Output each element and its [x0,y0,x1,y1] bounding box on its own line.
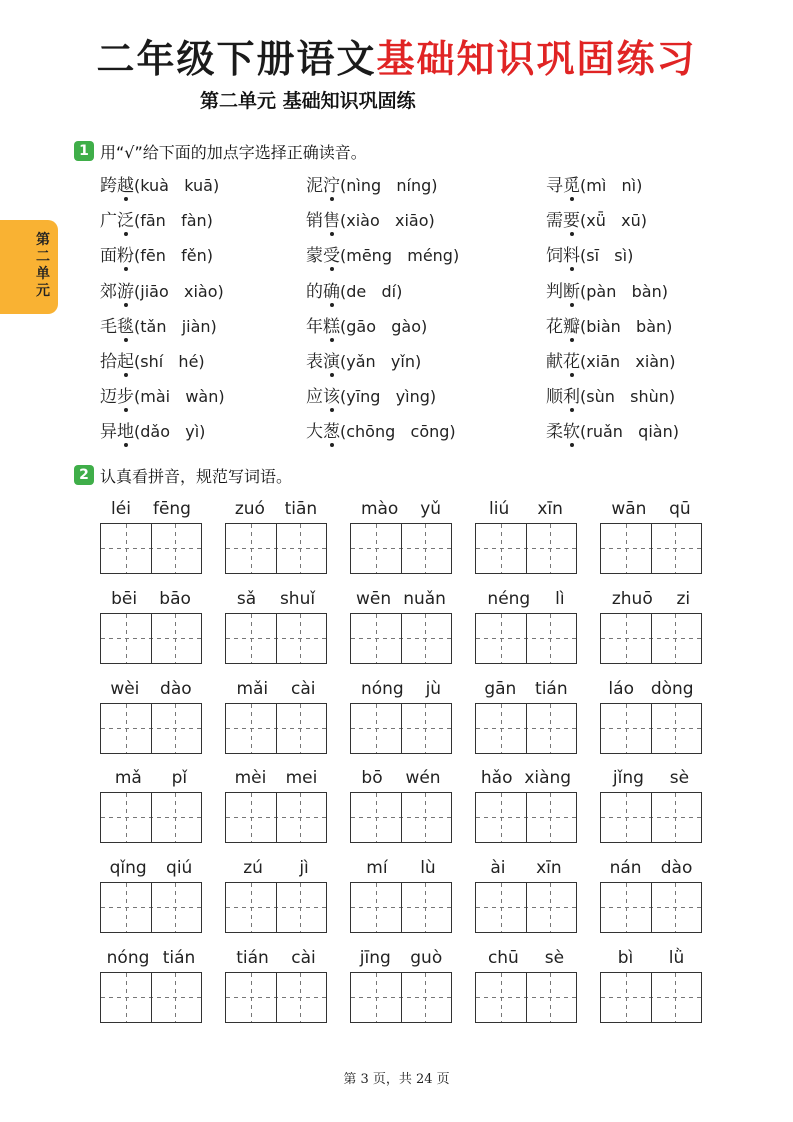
word-char: 应 [306,387,323,408]
pinyin-syllable: dào [160,678,192,699]
word-char: 大 [306,422,323,443]
tianzige-writing-boxes[interactable] [475,613,577,664]
tianzige-writing-boxes[interactable] [600,523,702,574]
pinyin-label [225,589,327,611]
tianzige-writing-boxes[interactable] [100,792,202,843]
pinyin-options[interactable]: (chōng cōng) [340,422,456,442]
pinyin-label [350,589,452,611]
pinyin-syllable: pǐ [171,768,188,789]
word-char: 的 [306,281,323,302]
pinyin-syllable: guò [410,948,443,968]
pinyin-options[interactable]: (yīng yìng) [340,387,437,407]
pronunciation-item[interactable] [100,209,213,233]
dotted-char: 糕 [323,316,340,337]
side-tab-label: 第二单元 [36,232,50,299]
pinyin-syllable: bēi [111,588,138,609]
word-char: 毛 [100,316,117,337]
tianzige-writing-boxes[interactable] [100,703,202,754]
tianzige-writing-boxes[interactable] [350,703,452,754]
dotted-char: 断 [563,281,580,302]
pinyin-options[interactable]: (xǖ xū) [580,211,647,231]
tianzige-writing-boxes[interactable] [475,792,577,843]
pinyin-label [350,499,452,521]
tianzige-writing-boxes[interactable] [350,792,452,843]
pinyin-label [600,499,702,521]
word-char: 异 [100,422,117,443]
pinyin-label [100,499,202,521]
pinyin-syllable: chū [487,948,519,968]
pinyin-syllable: tián [162,948,196,968]
pinyin-options[interactable]: (biàn bàn) [580,316,673,336]
pinyin-label [475,858,577,880]
pinyin-label [225,948,327,970]
pinyin-syllable: lì [555,588,565,609]
tianzige-writing-boxes[interactable] [600,972,702,1023]
tianzige-writing-boxes[interactable] [350,882,452,933]
word-char: 广 [100,211,117,232]
pronunciation-item[interactable] [546,350,675,374]
pinyin-syllable: lù [420,858,436,879]
dotted-char: 步 [117,387,134,408]
pinyin-syllable: sǎ [236,588,257,609]
pinyin-syllable: jù [425,678,442,699]
tianzige-writing-boxes[interactable] [600,882,702,933]
pinyin-syllable: mí [366,858,388,879]
dotted-char: 越 [117,176,134,196]
pinyin-options[interactable]: (nìng níng) [340,176,438,195]
pinyin-syllable: jì [299,858,309,879]
pronunciation-item[interactable] [306,350,421,374]
tianzige-writing-boxes[interactable] [100,882,202,933]
pinyin-syllable: mào [360,499,399,519]
pinyin-syllable: nuǎn [403,588,446,609]
pinyin-options[interactable]: (fān fàn) [134,211,213,231]
pinyin-syllable: qǐng [109,858,147,879]
pinyin-syllable: mǎi [236,678,269,699]
dotted-char: 要 [563,211,580,232]
pinyin-label [350,768,452,790]
pinyin-syllable: mei [285,768,318,789]
tianzige-writing-boxes[interactable] [475,972,577,1023]
pinyin-syllable: mǎ [114,768,142,789]
pronunciation-item[interactable] [100,350,205,374]
dotted-char: 售 [323,211,340,232]
pinyin-label [225,858,327,880]
dotted-char: 泞 [323,176,340,196]
pinyin-label [225,499,327,521]
word-char: 面 [100,246,117,267]
pinyin-options[interactable]: (mài wàn) [134,387,225,407]
pronunciation-item[interactable] [546,209,647,233]
tianzige-writing-boxes[interactable] [475,703,577,754]
pinyin-syllable: tiān [284,499,318,519]
pronunciation-item[interactable] [100,244,213,268]
pronunciation-item[interactable] [546,174,642,198]
dotted-char: 确 [323,281,340,302]
dotted-char: 觅 [563,176,580,196]
pinyin-label [600,948,702,970]
pinyin-label [600,768,702,790]
pinyin-label [600,858,702,880]
pinyin-label [100,858,202,880]
word-char: 表 [306,352,323,372]
dotted-char: 泛 [117,211,134,232]
tianzige-writing-boxes[interactable] [225,613,327,664]
dotted-char: 粉 [117,246,134,267]
pronunciation-item[interactable] [546,420,679,444]
tianzige-writing-boxes[interactable] [350,972,452,1023]
question-1-header [74,140,367,162]
word-char: 献 [546,352,563,372]
pinyin-syllable: gān [484,678,517,699]
tianzige-writing-boxes[interactable] [225,792,327,843]
question-2-instruction: 认真看拼音，规范写词语。 [100,466,293,486]
pronunciation-item[interactable] [546,315,672,339]
dotted-char: 该 [323,387,340,408]
tianzige-writing-boxes[interactable] [475,523,577,574]
dotted-char: 料 [563,246,580,267]
pinyin-syllable: liú [489,499,510,519]
pinyin-options[interactable]: (jiāo xiào) [134,281,224,301]
pronunciation-item[interactable] [306,174,438,198]
word-char: 饲 [546,246,563,267]
tianzige-writing-boxes[interactable] [600,703,702,754]
pinyin-label [350,948,452,970]
word-char: 花 [546,316,563,337]
word-char: 蒙 [306,246,323,267]
pinyin-syllable: wān [611,499,647,519]
pinyin-syllable: fēng [152,499,191,519]
word-char: 判 [546,281,563,302]
pronunciation-item[interactable] [306,420,456,444]
pronunciation-item[interactable] [100,315,217,339]
pinyin-syllable: nóng [360,678,404,699]
pinyin-options[interactable]: (gāo gào) [340,316,428,336]
pinyin-options[interactable]: (yǎn yǐn) [340,352,422,371]
question-1-number-badge: 1 [74,141,94,161]
pinyin-syllable: jīng [359,948,391,968]
pinyin-syllable: cài [291,678,316,699]
pinyin-options[interactable]: (xiào xiāo) [340,211,435,231]
dotted-char: 葱 [323,422,340,443]
word-char: 拾 [100,352,117,372]
question-2-header [74,464,292,486]
dotted-char: 花 [563,352,580,372]
pinyin-options[interactable]: (tǎn jiàn) [134,316,217,336]
word-char: 销 [306,211,323,232]
pronunciation-item[interactable] [100,420,205,444]
dotted-char: 瓣 [563,316,580,337]
unit-side-tab [0,220,58,314]
pinyin-options[interactable]: (pàn bàn) [580,281,668,301]
pinyin-syllable: tián [236,948,269,968]
question-1-instruction: 用“√”给下面的加点字选择正确读音。 [100,142,367,162]
pinyin-syllable: sè [544,948,565,968]
pinyin-options[interactable]: (fēn fěn) [134,246,213,266]
pinyin-syllable: nóng [106,948,150,968]
tianzige-writing-boxes[interactable] [100,523,202,574]
pronunciation-item[interactable] [546,385,675,409]
pronunciation-item[interactable] [100,280,224,304]
pinyin-options[interactable]: (ruǎn qiàn) [580,422,679,442]
title-part-1: 二年级下册语文 [96,36,377,81]
pinyin-syllable: bō [361,768,383,789]
word-char: 年 [306,316,323,337]
pinyin-syllable: wén [405,768,441,789]
pinyin-syllable: néng [487,588,531,609]
dotted-char: 地 [117,422,134,443]
pinyin-syllable: dòng [650,678,694,699]
pinyin-options[interactable]: (de dí) [340,281,403,301]
page-footer: 第 3 页，共 24 页 [343,1072,450,1087]
tianzige-writing-boxes[interactable] [350,613,452,664]
tianzige-writing-boxes[interactable] [475,882,577,933]
pronunciation-item[interactable] [306,385,436,409]
word-char: 柔 [546,422,563,443]
dotted-char: 毯 [117,316,134,337]
title-part-2: 基础知识巩固练习 [376,36,697,81]
word-char: 泥 [306,176,323,196]
pinyin-syllable: jǐng [612,768,644,789]
word-char: 顺 [546,387,563,408]
pinyin-options[interactable]: (sùn shùn) [580,387,676,407]
pinyin-options[interactable]: (sī sì) [580,246,634,266]
page-title [0,28,793,83]
dotted-char: 利 [563,387,580,408]
pinyin-syllable: bì [617,948,634,968]
pinyin-syllable: bāo [159,588,191,609]
pinyin-options[interactable]: (dǎo yì) [134,422,206,442]
dotted-char: 起 [117,352,134,372]
word-char: 迈 [100,387,117,408]
pinyin-label [350,679,452,701]
dotted-char: 软 [563,422,580,443]
pronunciation-item[interactable] [546,244,633,268]
pinyin-syllable: qiú [166,858,193,879]
pinyin-label [100,948,202,970]
pinyin-label [475,499,577,521]
tianzige-writing-boxes[interactable] [225,523,327,574]
pinyin-syllable: tián [535,678,568,699]
pinyin-options[interactable]: (shí hé) [134,352,205,371]
pinyin-syllable: mèi [234,768,267,789]
dotted-char: 受 [323,246,340,267]
pinyin-options[interactable]: (mì nì) [580,176,643,195]
pronunciation-item[interactable] [306,209,435,233]
pinyin-label [100,679,202,701]
pinyin-syllable: zú [243,858,263,879]
pinyin-options[interactable]: (xiān xiàn) [580,352,676,371]
dotted-char: 演 [323,352,340,372]
pinyin-syllable: sè [669,768,690,789]
pronunciation-item[interactable] [546,280,668,304]
tianzige-writing-boxes[interactable] [225,972,327,1023]
pinyin-syllable: wēn [356,588,392,609]
pinyin-syllable: qū [669,499,691,519]
tianzige-writing-boxes[interactable] [100,972,202,1023]
tianzige-writing-boxes[interactable] [600,792,702,843]
pinyin-label [350,858,452,880]
pinyin-label [475,768,577,790]
pinyin-syllable: yǔ [420,499,442,519]
tianzige-writing-boxes[interactable] [100,613,202,664]
pinyin-syllable: láo [608,678,634,699]
word-char: 跨 [100,176,117,196]
pinyin-label [600,589,702,611]
pinyin-syllable: lǜ [668,948,685,968]
pronunciation-item[interactable] [306,244,459,268]
pinyin-options[interactable]: (mēng méng) [340,246,460,266]
dotted-char: 游 [117,281,134,302]
pinyin-label [225,768,327,790]
pinyin-syllable: shuǐ [279,588,316,609]
pronunciation-item[interactable] [100,174,219,198]
pinyin-label [100,768,202,790]
pinyin-syllable: xīn [537,499,563,519]
word-char: 需 [546,211,563,232]
pinyin-syllable: wèi [110,678,140,699]
pinyin-syllable: nán [609,858,642,879]
pinyin-options[interactable]: (kuà kuā) [134,176,220,195]
page-subtitle: 第二单元 基础知识巩固练 [200,90,416,112]
pinyin-syllable: xīn [536,858,562,879]
pronunciation-item[interactable] [100,385,225,409]
tianzige-writing-boxes[interactable] [600,613,702,664]
pinyin-syllable: léi [111,499,131,519]
tianzige-writing-boxes[interactable] [350,523,452,574]
tianzige-writing-boxes[interactable] [225,703,327,754]
pronunciation-item[interactable] [306,315,427,339]
pinyin-syllable: zhuō [611,588,653,609]
pinyin-label [475,589,577,611]
pinyin-label [225,679,327,701]
question-2-number-badge: 2 [74,465,94,485]
pinyin-label [475,679,577,701]
pinyin-syllable: ài [490,858,506,879]
pinyin-syllable: cài [291,948,316,968]
tianzige-writing-boxes[interactable] [225,882,327,933]
pinyin-syllable: zuó [234,499,265,519]
pronunciation-item[interactable] [306,280,402,304]
word-char: 郊 [100,281,117,302]
pinyin-label [600,679,702,701]
pinyin-syllable: xiàng [524,768,572,789]
word-char: 寻 [546,176,563,196]
pinyin-label [475,948,577,970]
pinyin-syllable: hǎo [480,768,513,789]
pinyin-label [100,589,202,611]
pinyin-syllable: zi [676,588,691,609]
pinyin-syllable: dào [660,858,693,879]
